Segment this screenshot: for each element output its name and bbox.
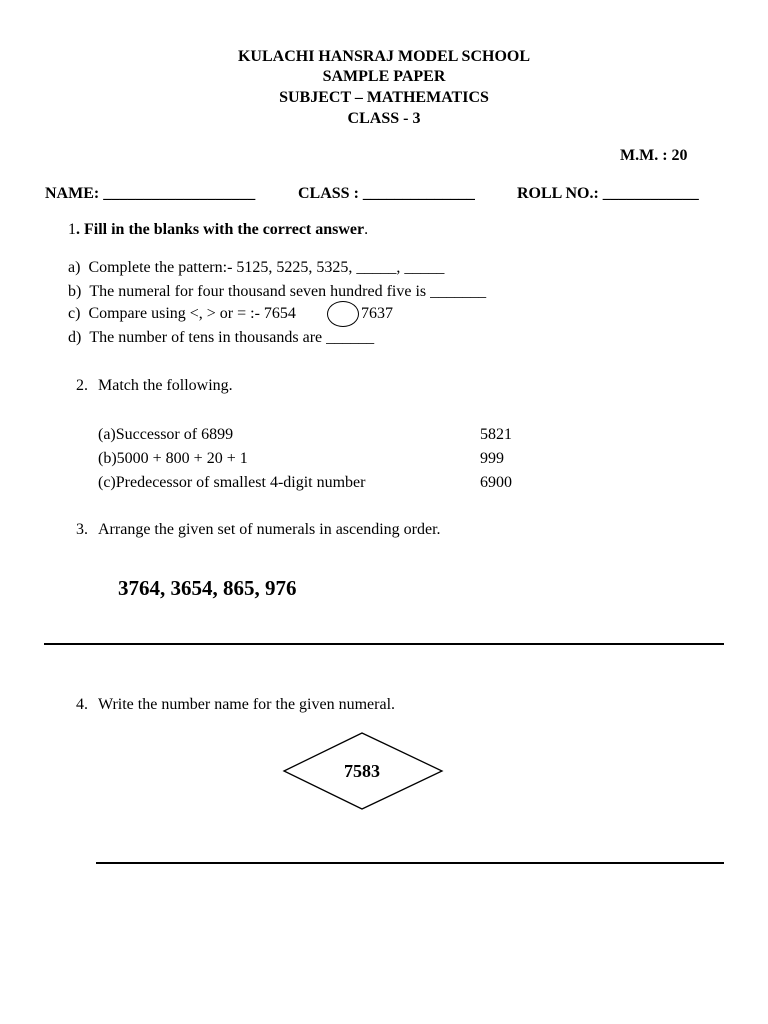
q1-item-letter: b) bbox=[68, 283, 82, 300]
q4-number: 4. bbox=[76, 696, 88, 713]
class-title: CLASS - 3 bbox=[347, 110, 421, 127]
q3-number: 3. bbox=[76, 521, 88, 538]
q1-item-text: The number of tens in thousands are ______ bbox=[89, 329, 375, 346]
q1-item-c bbox=[68, 305, 296, 323]
match-right: 6900 bbox=[480, 474, 512, 491]
class-field: CLASS : ______________ bbox=[298, 185, 475, 202]
subject-title: SUBJECT – MATHEMATICS bbox=[279, 89, 489, 106]
school-name: KULACHI HANSRAJ MODEL SCHOOL bbox=[237, 48, 531, 65]
q1-item-a bbox=[68, 259, 444, 277]
match-left: Successor of 6899 bbox=[115, 426, 234, 443]
match-right: 999 bbox=[480, 450, 504, 467]
match-label: (a) bbox=[98, 426, 116, 443]
q1-item-letter: c) bbox=[68, 305, 81, 322]
q4-numeral: 7583 bbox=[344, 761, 380, 781]
q1-title: . Fill in the blanks with the correct answer bbox=[76, 221, 365, 238]
match-row bbox=[98, 426, 233, 444]
q1-item-text: Complete the pattern:- 5125, 5225, 5325, _____, _____ bbox=[88, 259, 445, 276]
max-marks: M.M. : 20 bbox=[620, 147, 688, 164]
q1-item-c-value: 7637 bbox=[361, 305, 393, 322]
match-right: 5821 bbox=[480, 426, 512, 443]
q3-title: Arrange the given set of numerals in ascending order. bbox=[98, 521, 441, 538]
compare-circle[interactable] bbox=[327, 301, 359, 327]
q1-item-letter: d) bbox=[68, 329, 82, 346]
match-left: 5000 + 800 + 20 + 1 bbox=[116, 450, 248, 467]
q4-title: Write the number name for the given numeral. bbox=[98, 696, 396, 713]
q4-answer-line[interactable] bbox=[96, 862, 724, 864]
q3-numbers: 3764, 3654, 865, 976 bbox=[118, 576, 297, 600]
match-label: (b) bbox=[98, 450, 117, 467]
match-label: (c) bbox=[98, 474, 116, 491]
q3-answer-line[interactable] bbox=[44, 643, 724, 645]
q1-item-letter: a) bbox=[68, 259, 81, 276]
paper-type: SAMPLE PAPER bbox=[322, 68, 446, 85]
q1-period: . bbox=[364, 221, 369, 238]
roll-no-field: ROLL NO.: ____________ bbox=[517, 185, 699, 202]
match-row bbox=[98, 450, 248, 468]
name-field: NAME: ___________________ bbox=[45, 185, 256, 202]
q1-item-text: Compare using <, > or = :- 7654 bbox=[88, 305, 296, 322]
q1-item-d bbox=[68, 329, 374, 347]
match-left: Predecessor of smallest 4-digit number bbox=[115, 474, 366, 491]
q2-number: 2. bbox=[76, 377, 88, 394]
q1-heading bbox=[68, 221, 368, 239]
q1-item-b bbox=[68, 283, 486, 301]
match-row bbox=[98, 474, 365, 492]
q1-number: 1 bbox=[68, 221, 76, 238]
q1-item-text: The numeral for four thousand seven hundred five is _______ bbox=[89, 283, 487, 300]
q2-title: Match the following. bbox=[98, 377, 233, 394]
